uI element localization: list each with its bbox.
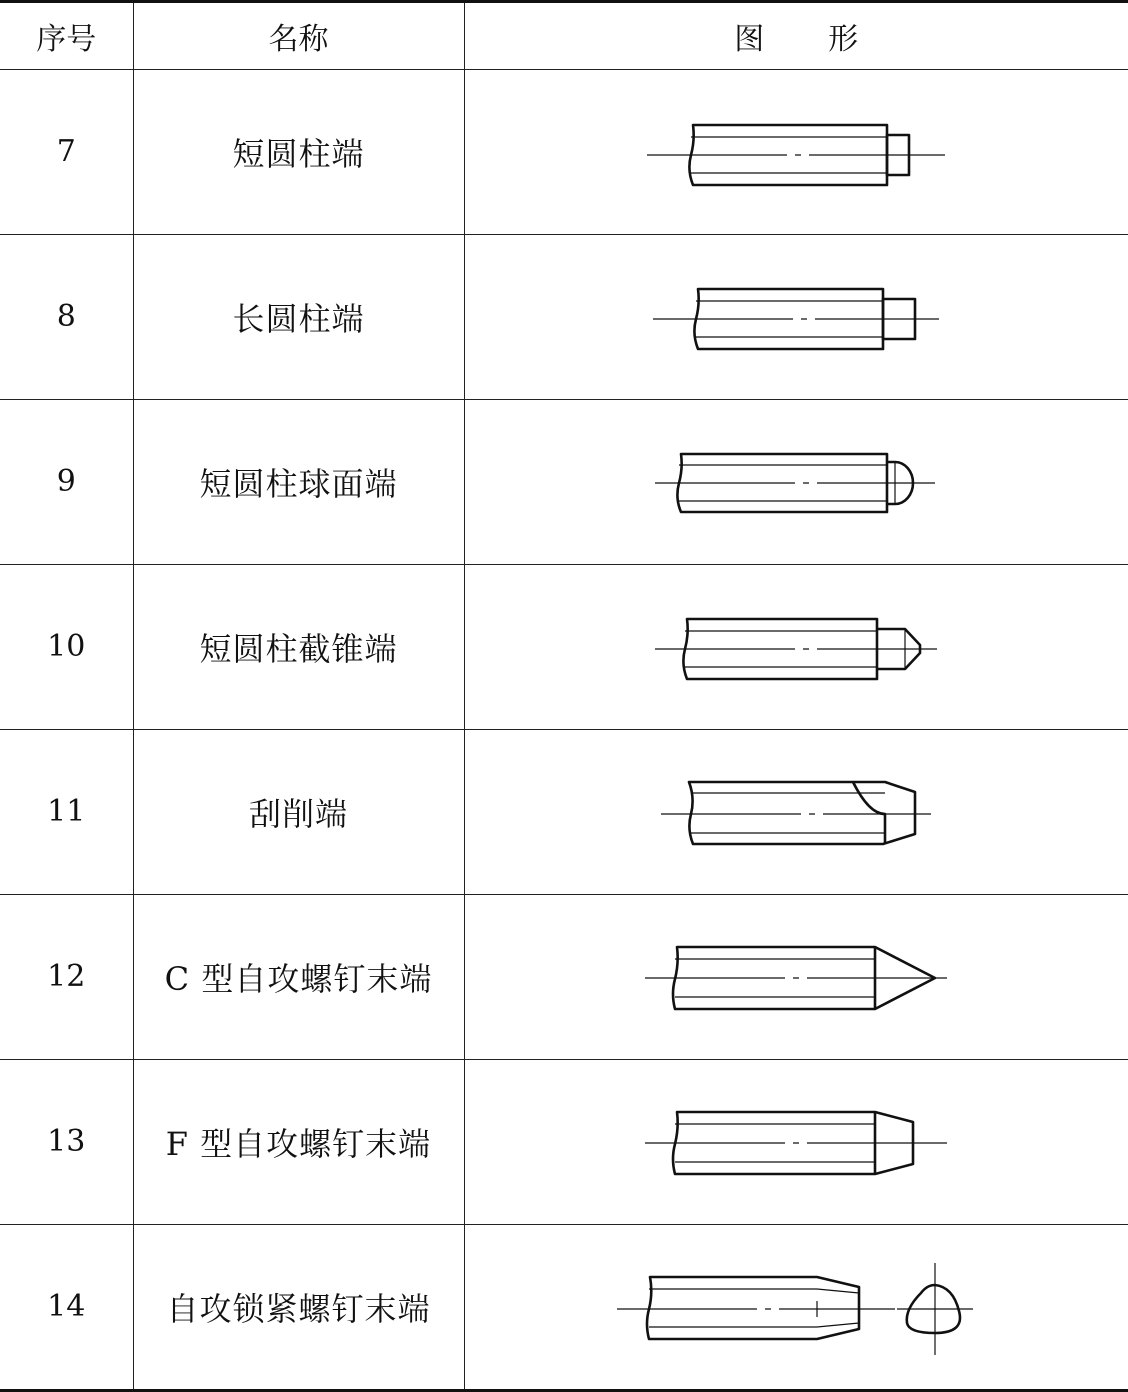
table-row (0, 729, 1128, 894)
row-name: 短圆柱端 (133, 69, 464, 234)
header-row (0, 3, 1128, 69)
table-row (0, 234, 1128, 399)
header-figure (464, 3, 1128, 69)
row-figure (464, 1059, 1128, 1224)
short-cylinder-end-icon (465, 72, 1128, 232)
row-figure (464, 729, 1128, 894)
table (0, 3, 1128, 1389)
row-no: 13 (0, 1059, 133, 1224)
row-name: C 型自攻螺钉末端 (133, 894, 464, 1059)
row-name: 自攻锁紧螺钉末端 (133, 1224, 464, 1389)
short-cylinder-spherical-end-icon (465, 402, 1128, 562)
header-name: 名称 (133, 3, 464, 69)
row-name: 短圆柱球面端 (133, 399, 464, 564)
row-no: 9 (0, 399, 133, 564)
row-no: 12 (0, 894, 133, 1059)
row-no: 8 (0, 234, 133, 399)
row-no: 10 (0, 564, 133, 729)
row-name: 短圆柱截锥端 (133, 564, 464, 729)
f-type-self-tapping-end-icon (465, 1062, 1128, 1222)
row-name: F 型自攻螺钉末端 (133, 1059, 464, 1224)
table-row (0, 564, 1128, 729)
table-row (0, 894, 1128, 1059)
row-figure (464, 69, 1128, 234)
table-row (0, 1224, 1128, 1389)
header-figure-part1: 图 (734, 21, 765, 57)
row-figure (464, 399, 1128, 564)
row-name: 长圆柱端 (133, 234, 464, 399)
table-row (0, 69, 1128, 234)
header-no: 序号 (0, 3, 133, 69)
row-figure (464, 234, 1128, 399)
table-row (0, 399, 1128, 564)
c-type-self-tapping-end-icon (465, 897, 1128, 1057)
row-no: 11 (0, 729, 133, 894)
row-figure (464, 564, 1128, 729)
long-cylinder-end-icon (465, 237, 1128, 397)
row-no: 7 (0, 69, 133, 234)
header-figure-part2: 形 (828, 21, 859, 57)
row-no: 14 (0, 1224, 133, 1389)
row-figure (464, 1224, 1128, 1389)
table-row (0, 1059, 1128, 1224)
scraping-end-icon (465, 732, 1128, 892)
row-name: 刮削端 (133, 729, 464, 894)
self-tapping-locking-end-icon (465, 1227, 1128, 1387)
row-figure (464, 894, 1128, 1059)
short-cylinder-truncated-cone-end-icon (465, 567, 1128, 727)
